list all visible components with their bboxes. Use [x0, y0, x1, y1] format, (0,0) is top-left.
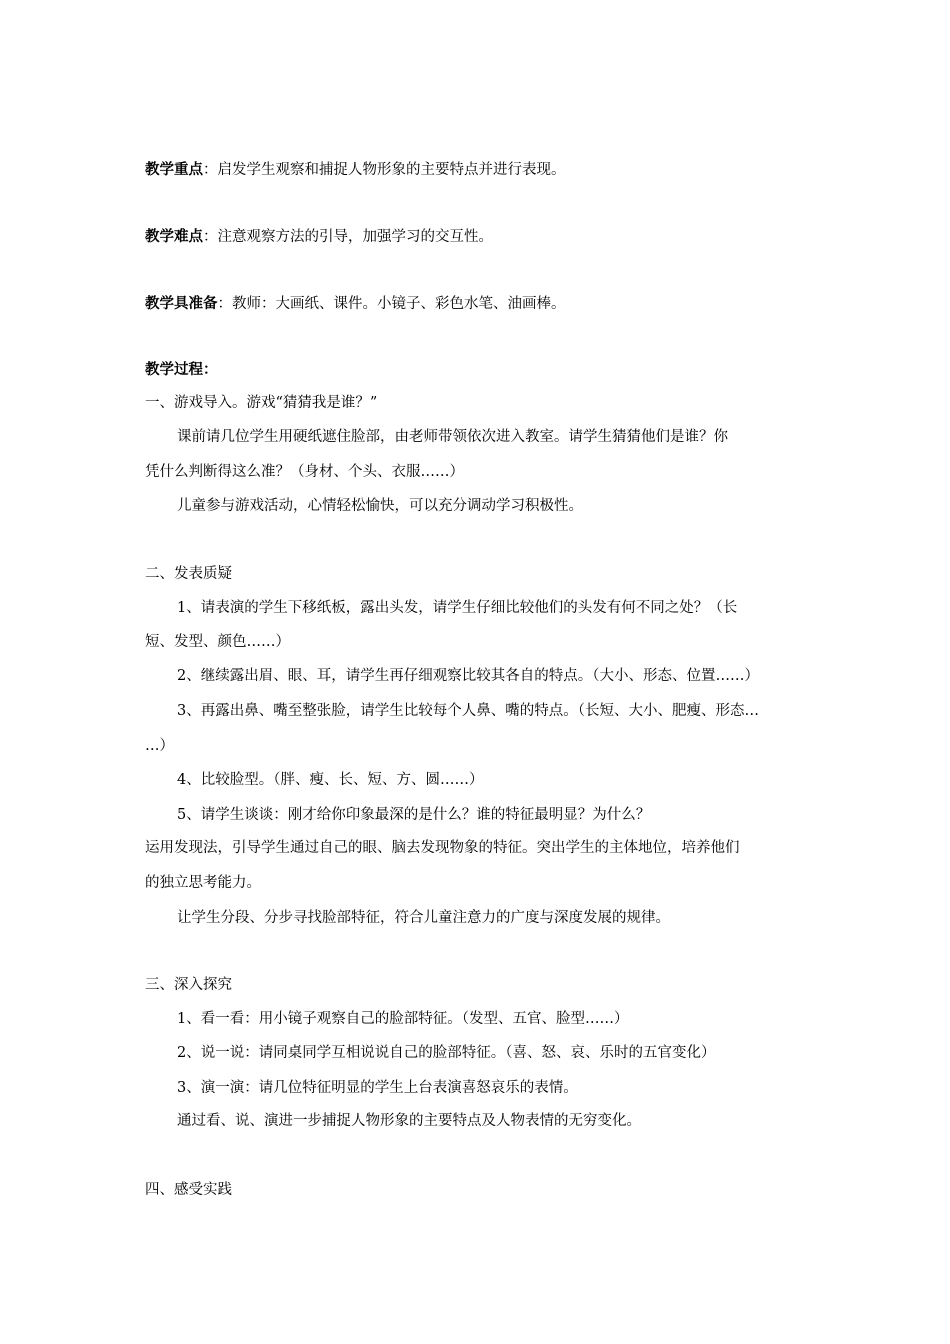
section-3-paragraph-line: 1、看一看：用小镜子观察自己的脸部特征。（发型、五官、脸型……）: [177, 1011, 629, 1027]
section-1-paragraph-line: 课前请几位学生用硬纸遮住脸部，由老师带领依次进入教室。请学生猜猜他们是谁？你: [177, 429, 728, 445]
teaching-tools-label: 教学具准备: [145, 295, 218, 312]
section-3-paragraph-line: 2、说一说：请同桌同学互相说说自己的脸部特征。（喜、怒、哀、乐时的五官变化）: [177, 1045, 716, 1061]
section-1-paragraph-line: 儿童参与游戏活动，心情轻松愉快，可以充分调动学习积极性。: [177, 498, 583, 514]
section-2-paragraph-line: 短、发型、颜色……）: [145, 634, 290, 650]
teaching-tools-text: ：教师：大画纸、课件。小镜子、彩色水笔、油画棒。: [217, 296, 566, 312]
teaching-tools: [145, 294, 815, 314]
section-2-paragraph-line: 运用发现法，引导学生通过自己的眼、脑去发现物象的特征。突出学生的主体地位，培养他们: [145, 840, 740, 856]
section-3-paragraph-line: 3、演一演：请几位特征明显的学生上台表演喜怒哀乐的表情。: [177, 1080, 578, 1096]
teaching-difficulty-text: ：注意观察方法的引导，加强学习的交互性。: [203, 229, 493, 245]
section-2-paragraph-line: 2、继续露出眉、眼、耳，请学生再仔细观察比较其各自的特点。（大小、形态、位置……）: [177, 668, 759, 684]
section-3-paragraph-line: 通过看、说、演进一步捕捉人物形象的主要特点及人物表情的无穷变化。: [177, 1113, 641, 1129]
teaching-focus-text: ：启发学生观察和捕捉人物形象的主要特点并进行表现。: [203, 162, 566, 178]
teaching-process-heading: 教学过程：: [145, 361, 218, 378]
section-2-paragraph-line: 3、再露出鼻、嘴至整张脸，请学生比较每个人鼻、嘴的特点。（长短、大小、肥瘦、形态…: [177, 703, 759, 719]
section-3-title: 三、深入探究: [145, 977, 232, 993]
section-2-paragraph-line: 4、比较脸型。（胖、瘦、长、短、方、圆……）: [177, 772, 484, 788]
teaching-focus: [145, 160, 815, 180]
section-2-paragraph-line: 让学生分段、分步寻找脸部特征，符合儿童注意力的广度与深度发展的规律。: [177, 910, 670, 926]
section-2-paragraph-line: 5、请学生谈谈：刚才给你印象最深的是什么？谁的特征最明显？为什么？: [177, 807, 651, 823]
teaching-difficulty: [145, 227, 815, 247]
section-2-paragraph-line: …）: [145, 738, 174, 754]
teaching-focus-label: 教学重点: [145, 161, 203, 178]
section-1-title: 一、游戏导入。游戏“猜猜我是谁？”: [145, 395, 378, 411]
section-4-title: 四、感受实践: [145, 1182, 232, 1198]
section-2-paragraph-line: 的独立思考能力。: [145, 875, 261, 891]
teaching-difficulty-label: 教学难点: [145, 228, 203, 245]
section-1-paragraph-line: 凭什么判断得这么准？（身材、个头、衣服……）: [145, 464, 464, 480]
section-2-title: 二、发表质疑: [145, 566, 232, 582]
section-2-paragraph-line: 1、请表演的学生下移纸板，露出头发，请学生仔细比较他们的头发有何不同之处？（长: [177, 600, 738, 616]
